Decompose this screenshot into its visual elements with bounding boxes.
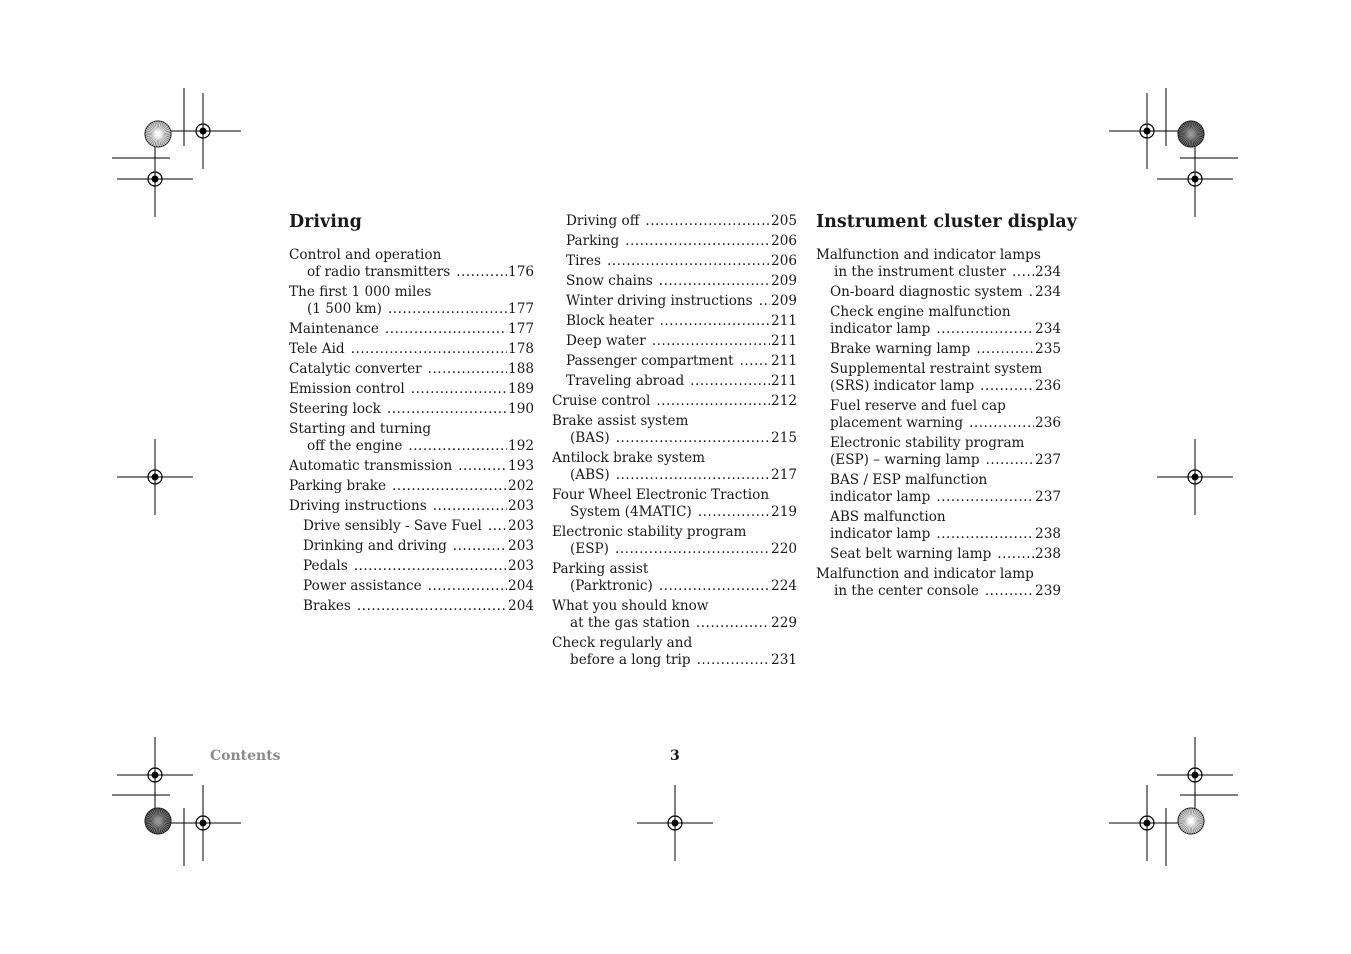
toc-page-number: 239 [1035,583,1061,599]
dot-leader [986,452,1034,469]
toc-entry-label: What you should know [552,598,709,614]
toc-page-number: 211 [771,313,797,329]
toc-page-number: 190 [508,401,534,417]
toc-entry-label: Brake assist system [552,413,689,429]
dot-leader [616,430,770,447]
toc-page-number: 211 [771,333,797,349]
toc-entry-label: Control and operation [289,247,442,263]
toc-entry[interactable] [289,321,534,338]
toc-entry-label: Maintenance [289,321,379,337]
dot-leader [428,361,507,378]
toc-entry[interactable] [566,273,797,290]
dot-leader [660,313,770,330]
toc-entry-label: System (4MATIC) [570,504,692,520]
toc-entry-label: Block heater [566,313,654,329]
dot-leader [615,541,770,558]
toc-page-number: 219 [771,504,797,520]
toc-page-number: 178 [508,341,534,357]
toc-entry[interactable] [289,381,534,398]
dot-leader [656,393,770,410]
toc-entry[interactable] [552,393,797,410]
toc-entry[interactable] [830,304,1061,338]
toc-page-number: 238 [1035,526,1061,542]
footer-page-number: 3 [670,748,680,764]
toc-page-number: 177 [508,301,534,317]
toc-page-number: 234 [1035,264,1061,280]
dot-leader [980,378,1034,395]
toc-entry-label: (BAS) [570,430,610,446]
toc-entry[interactable] [289,284,534,318]
dot-leader [616,467,770,484]
toc-entry-label: at the gas station [570,615,690,631]
toc-page-number: 209 [771,293,797,309]
toc-page-number: 203 [508,498,534,514]
toc-entry[interactable] [552,450,797,484]
toc-page-number: 238 [1035,546,1061,562]
dot-leader [458,458,507,475]
toc-page-number: 206 [771,253,797,269]
dot-leader [759,293,770,310]
dot-leader [936,321,1034,338]
toc-entry[interactable] [830,284,1061,301]
toc-entry-label: Antilock brake system [552,450,706,466]
toc-entry-label: Cruise control [552,393,651,409]
toc-entry-label: Automatic transmission [289,458,453,474]
toc-entry-label: (Parktronic) [570,578,653,594]
toc-entry[interactable] [289,498,534,515]
toc-page-number: 237 [1035,452,1061,468]
toc-entry[interactable] [830,361,1061,395]
registration-target-icon [117,439,193,515]
toc-entry[interactable] [830,435,1061,469]
dot-leader [740,353,770,370]
toc-entry-label: Driving instructions [289,498,427,514]
toc-entry[interactable] [830,341,1061,358]
toc-entry-label: Power assistance [303,578,422,594]
dot-leader [433,498,507,515]
toc-page-number: 202 [508,478,534,494]
toc-entry-label: Malfunction and indicator lamps [816,247,1041,263]
toc-entry[interactable] [552,413,797,447]
dot-leader [976,341,1034,358]
dot-leader [645,213,770,230]
dot-leader [392,478,507,495]
toc-entry-label: Seat belt warning lamp [830,546,992,562]
toc-entry[interactable] [552,524,797,558]
toc-entry[interactable] [289,341,534,358]
toc-entry-label: in the instrument cluster [834,264,1006,280]
toc-entry-label: On-board diagnostic system [830,284,1023,300]
dot-leader [428,578,507,595]
column-heading: Driving [289,212,362,232]
toc-page-number: 203 [508,558,534,574]
toc-entry-label: Fuel reserve and fuel cap [830,398,1006,414]
starburst-mark-icon [145,808,171,834]
toc-entry[interactable] [566,373,797,390]
toc-page-number: 220 [771,541,797,557]
toc-entry-label: (ESP) – warning lamp [830,452,980,468]
toc-entry[interactable] [552,561,797,595]
toc-entry-label: Passenger compartment [566,353,734,369]
toc-entry[interactable] [289,478,534,495]
toc-entry-label: Electronic stability program [552,524,747,540]
toc-page-number: 234 [1035,321,1061,337]
dot-leader [1029,284,1034,301]
toc-entry[interactable] [566,233,797,250]
dot-leader [985,583,1034,600]
toc-entry[interactable] [303,598,534,615]
toc-page-number: 203 [508,538,534,554]
registration-target-icon [165,93,241,169]
toc-entry[interactable] [830,398,1061,432]
registration-target-icon [1109,785,1185,861]
toc-entry[interactable] [566,253,797,270]
toc-entry[interactable] [830,472,1061,506]
dot-leader [357,598,507,615]
toc-entry-label: Traveling abroad [566,373,685,389]
toc-entry[interactable] [303,518,534,535]
toc-entry-label: Tires [566,253,601,269]
toc-entry-label: (ABS) [570,467,610,483]
toc-entry-label: (1 500 km) [307,301,382,317]
registration-target-icon [165,785,241,861]
toc-page-number: 224 [771,578,797,594]
toc-page-number: 192 [508,438,534,454]
dot-leader [659,273,770,290]
toc-entry[interactable] [289,401,534,418]
toc-entry-label: (SRS) indicator lamp [830,378,975,394]
toc-entry-label: Deep water [566,333,646,349]
dot-leader [388,301,507,318]
toc-entry-label: of radio transmitters [307,264,451,280]
toc-page-number: 231 [771,652,797,668]
toc-entry-label: Parking assist [552,561,649,577]
toc-entry[interactable] [830,546,1061,563]
registration-target-icon [117,737,193,813]
dot-leader [659,578,770,595]
toc-entry-label: Driving off [566,213,640,229]
toc-entry-label: Parking [566,233,620,249]
dot-leader [936,489,1034,506]
toc-entry-label: BAS / ESP malfunction [830,472,988,488]
toc-entry-label: Tele Aid [289,341,345,357]
dot-leader [625,233,770,250]
toc-page-number: 215 [771,430,797,446]
dot-leader [997,546,1034,563]
toc-entry-label: Drive sensibly - Save Fuel [303,518,482,534]
toc-entry-label: Parking brake [289,478,387,494]
dot-leader [456,264,507,281]
toc-entry[interactable] [566,333,797,350]
toc-entry-label: Emission control [289,381,405,397]
toc-page-number: 176 [508,264,534,280]
starburst-mark-icon [145,121,171,147]
toc-entry-label: The first 1 000 miles [289,284,432,300]
toc-entry-label: Four Wheel Electronic Traction [552,487,770,503]
toc-entry-label: placement warning [830,415,964,431]
toc-page-number: 211 [771,353,797,369]
toc-entry[interactable] [289,247,534,281]
toc-page-number: 211 [771,373,797,389]
toc-page-number: 189 [508,381,534,397]
starburst-mark-icon [1178,121,1204,147]
dot-leader [1012,264,1034,281]
toc-entry-label: ABS malfunction [830,509,946,525]
dot-leader [698,504,770,521]
toc-page-number: 217 [771,467,797,483]
toc-page-number: 204 [508,578,534,594]
toc-entry-label: off the engine [307,438,403,454]
toc-entry[interactable] [566,293,797,310]
toc-entry-label: indicator lamp [830,321,931,337]
footer-section-label: Contents [210,748,281,764]
toc-entry-label: Check regularly and [552,635,693,651]
toc-page-number: 209 [771,273,797,289]
dot-leader [385,321,507,338]
dot-leader [969,415,1034,432]
toc-entry-label: Check engine malfunction [830,304,1011,320]
toc-page-number: 205 [771,213,797,229]
dot-leader [652,333,770,350]
toc-page-number: 206 [771,233,797,249]
toc-entry[interactable] [289,458,534,475]
toc-entry-label: Malfunction and indicator lamp [816,566,1034,582]
dot-leader [690,373,770,390]
toc-entry-label: in the center console [834,583,979,599]
toc-entry[interactable] [552,487,797,521]
toc-entry-label: indicator lamp [830,489,931,505]
toc-page-number: 234 [1035,284,1061,300]
toc-entry-label: Snow chains [566,273,653,289]
toc-entry-label: Drinking and driving [303,538,447,554]
toc-entry[interactable] [552,598,797,632]
dot-leader [488,518,507,535]
toc-page-number: 235 [1035,341,1061,357]
toc-entry-label: Supplemental restraint system [830,361,1043,377]
toc-page-number: 204 [508,598,534,614]
toc-entry-label: indicator lamp [830,526,931,542]
registration-target-icon [117,141,193,217]
toc-page-number: 188 [508,361,534,377]
toc-entry-label: Starting and turning [289,421,432,437]
toc-entry[interactable] [816,566,1061,600]
toc-entry[interactable] [830,509,1061,543]
dot-leader [411,381,507,398]
toc-entry-label: before a long trip [570,652,691,668]
toc-entry-label: Pedals [303,558,348,574]
dot-leader [696,615,770,632]
toc-page-number: 229 [771,615,797,631]
toc-entry-label: Brake warning lamp [830,341,971,357]
registration-target-icon [1157,737,1233,813]
toc-entry-label: Steering lock [289,401,381,417]
dot-leader [387,401,507,418]
toc-entry[interactable] [566,313,797,330]
toc-entry-label: Brakes [303,598,351,614]
toc-entry[interactable] [816,247,1061,281]
toc-entry-label: Catalytic converter [289,361,422,377]
toc-entry[interactable] [566,213,797,230]
registration-target-icon [1157,141,1233,217]
toc-entry[interactable] [552,635,797,669]
dot-leader [354,558,507,575]
dot-leader [453,538,507,555]
dot-leader [697,652,770,669]
column-heading: Instrument cluster display [816,212,1077,232]
toc-entry-label: (ESP) [570,541,609,557]
toc-page-number: 236 [1035,378,1061,394]
starburst-mark-icon [1178,808,1204,834]
toc-page-number: 203 [508,518,534,534]
registration-target-icon [637,785,713,861]
toc-page-number: 236 [1035,415,1061,431]
toc-entry-label: Electronic stability program [830,435,1025,451]
toc-page-number: 212 [771,393,797,409]
dot-leader [351,341,507,358]
toc-entry[interactable] [303,558,534,575]
toc-entry[interactable] [303,538,534,555]
dot-leader [607,253,770,270]
toc-page-number: 177 [508,321,534,337]
dot-leader [408,438,507,455]
toc-entry[interactable] [303,578,534,595]
toc-page-number: 193 [508,458,534,474]
toc-entry-label: Winter driving instructions [566,293,753,309]
toc-page-number: 237 [1035,489,1061,505]
registration-target-icon [1157,439,1233,515]
registration-target-icon [1109,93,1185,169]
dot-leader [936,526,1034,543]
toc-entry[interactable] [289,361,534,378]
toc-entry[interactable] [289,421,534,455]
toc-entry[interactable] [566,353,797,370]
